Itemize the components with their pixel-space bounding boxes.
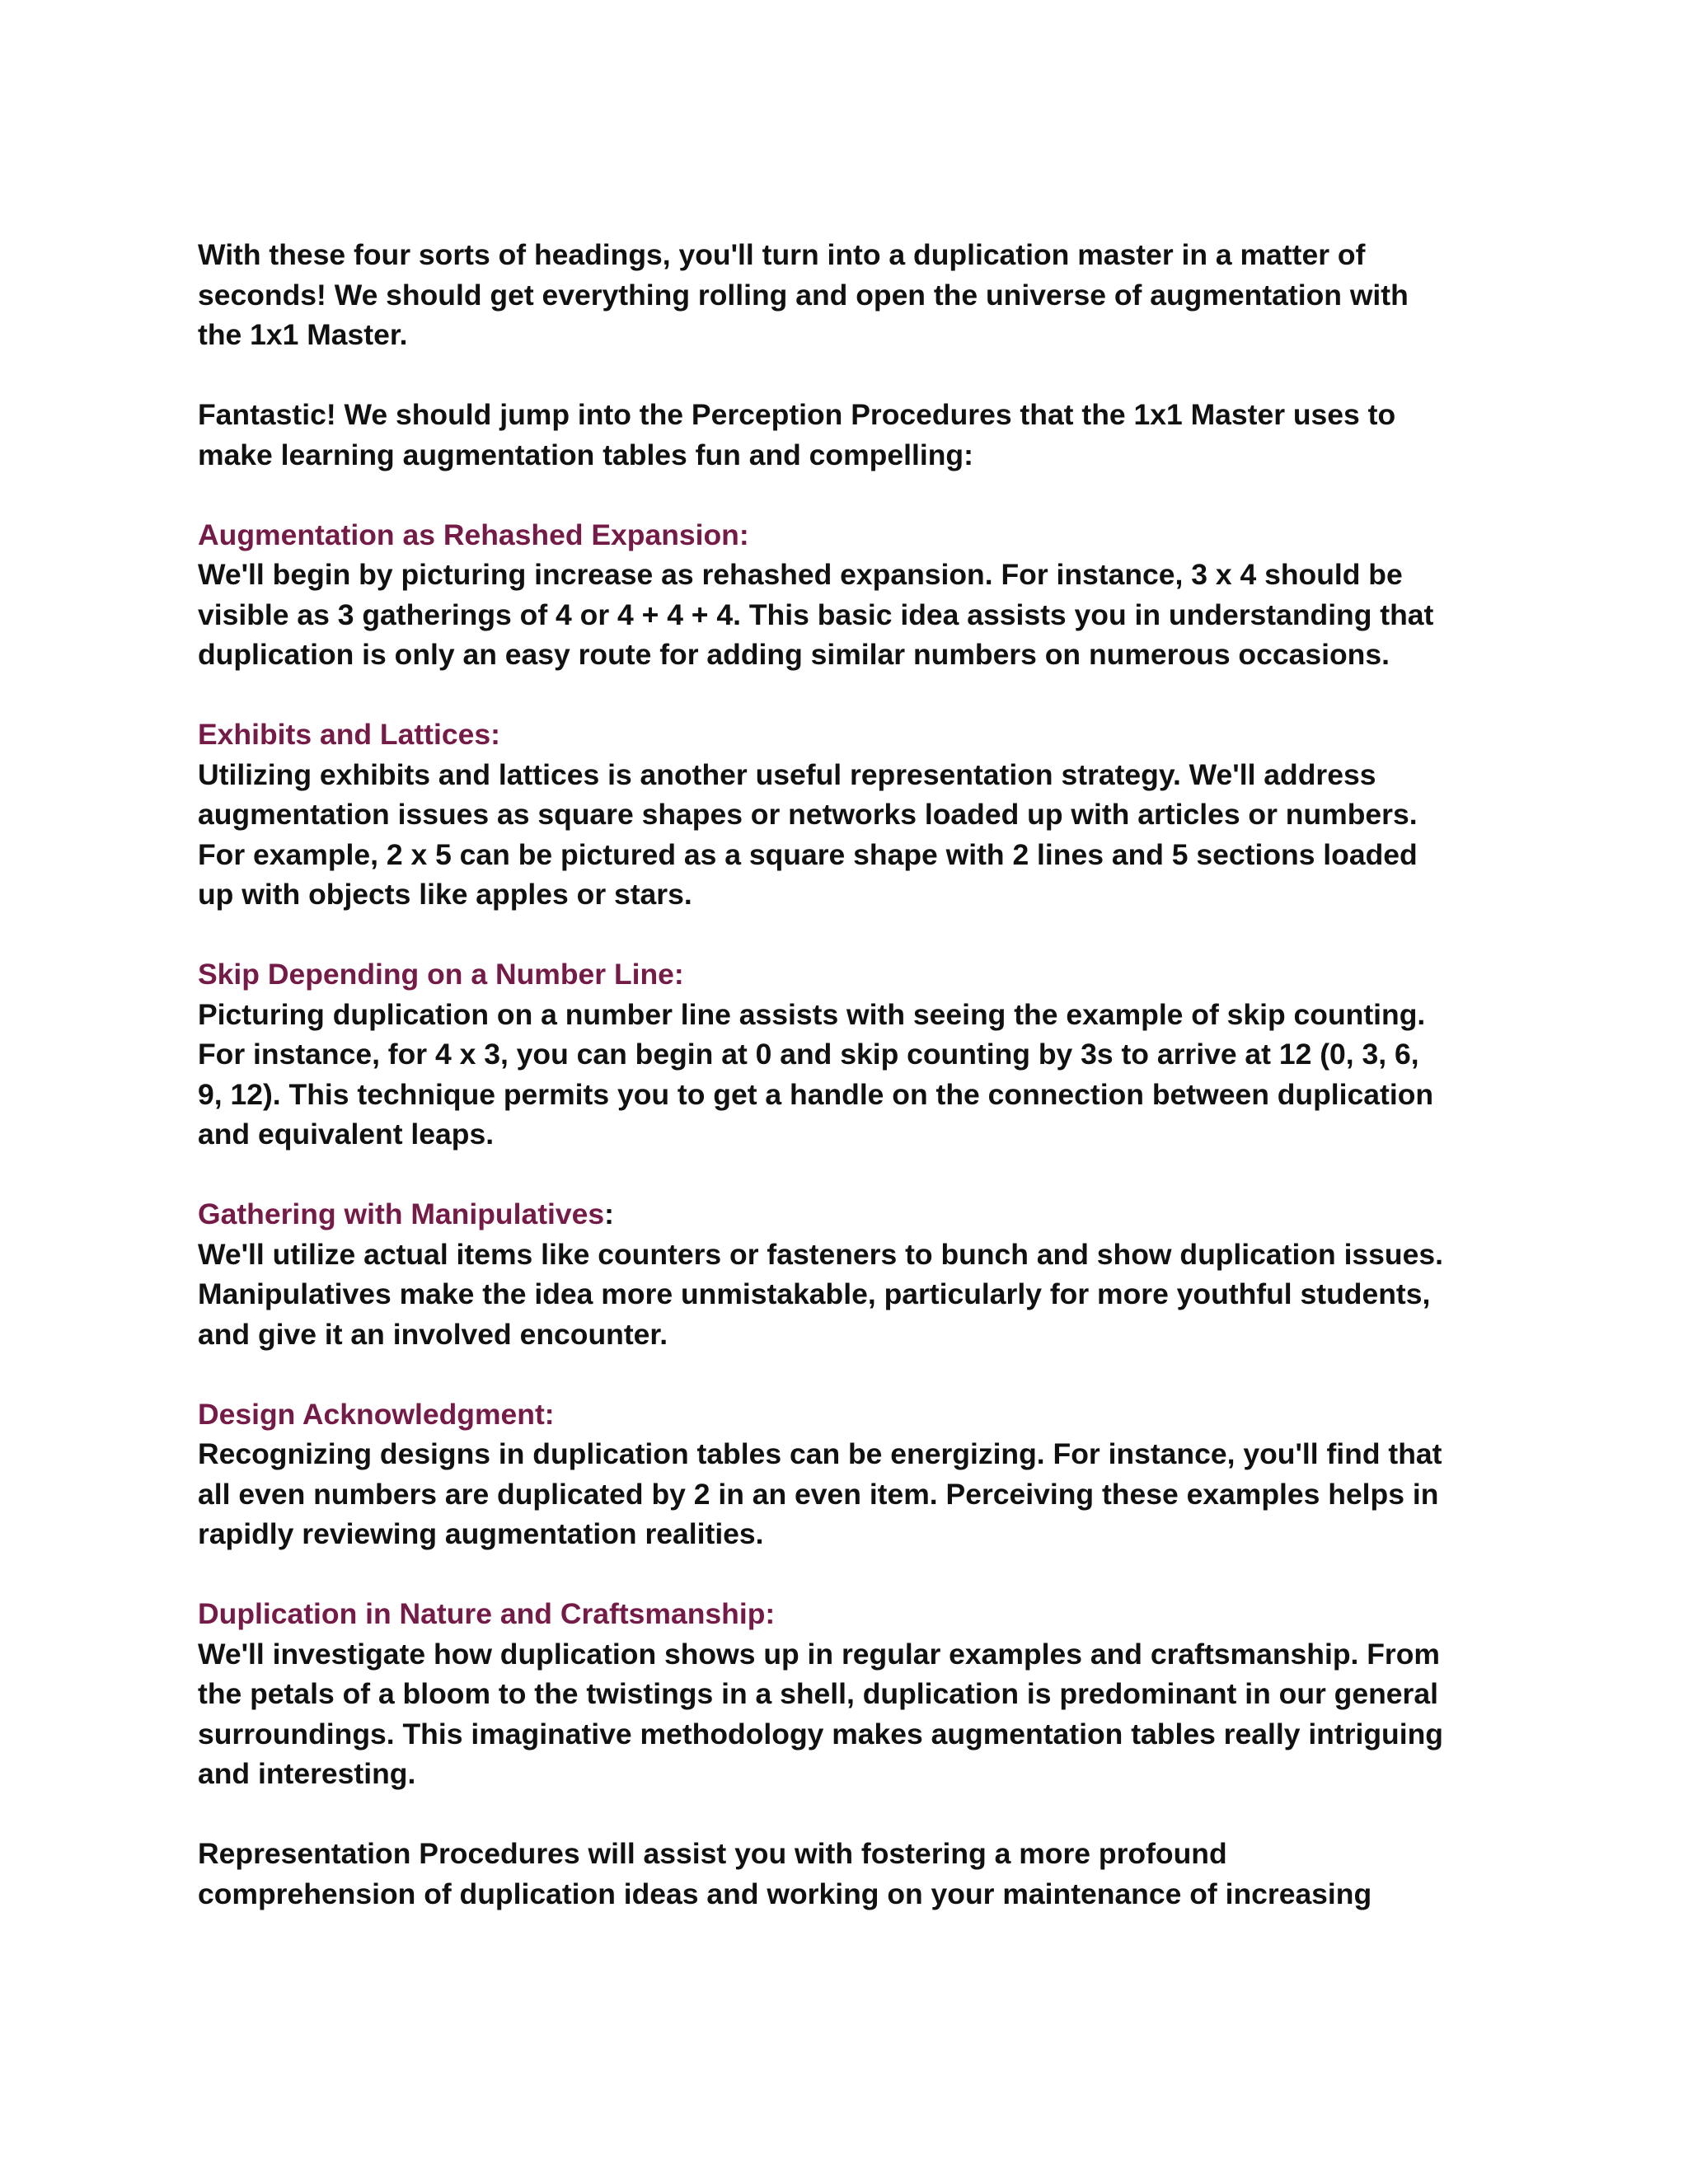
- section-heading-text: Gathering with Manipulatives: [198, 1197, 605, 1230]
- text-line: We'll utilize actual items like counters or fasteners to bunch and show duplication issues.: [198, 1237, 1443, 1271]
- lead-paragraph: [198, 395, 1517, 475]
- text-line: For example, 2 x 5 can be pictured as a square shape with 2 lines and 5 sections loaded: [198, 837, 1418, 871]
- section-heading-text: Skip Depending on a Number Line:: [198, 958, 684, 991]
- text-line: the petals of a bloom to the twistings in a shell, duplication is predominant in our general: [198, 1677, 1438, 1710]
- section-design-acknowledgment: [198, 1394, 1517, 1554]
- text-line: all even numbers are duplicated by 2 in an even item. Perceiving these examples helps in: [198, 1477, 1439, 1511]
- text-line: surroundings. This imaginative methodology makes augmentation tables really intriguing: [198, 1717, 1443, 1750]
- text-line: With these four sorts of headings, you'll turn into a duplication master in a matter of: [198, 238, 1366, 271]
- text-line: We'll begin by picturing increase as rehashed expansion. For instance, 3 x 4 should be: [198, 558, 1403, 591]
- section-heading-suffix: :: [604, 1197, 614, 1230]
- text-line: and equivalent leaps.: [198, 1118, 495, 1151]
- section-heading-text: Design Acknowledgment:: [198, 1397, 555, 1431]
- text-line: and interesting.: [198, 1757, 416, 1790]
- text-line: Representation Procedures will assist you with fostering a more profound: [198, 1837, 1227, 1870]
- section-heading: [198, 1394, 1517, 1435]
- section-heading-text: Exhibits and Lattices:: [198, 718, 500, 751]
- intro-paragraph: [198, 235, 1517, 355]
- text-line: Manipulatives make the idea more unmistakable, particularly for more youthful students,: [198, 1277, 1431, 1310]
- section-heading: [198, 1594, 1517, 1634]
- section-heading-text: Augmentation as Rehashed Expansion:: [198, 518, 749, 551]
- text-line: Utilizing exhibits and lattices is another useful representation strategy. We'll address: [198, 757, 1376, 791]
- section-nature-craftsmanship: [198, 1594, 1517, 1794]
- text-line: make learning augmentation tables fun and compelling:: [198, 438, 973, 471]
- section-heading: [198, 715, 1517, 755]
- text-line: 9, 12). This technique permits you to get a handle on the connection between duplication: [198, 1077, 1434, 1111]
- text-line: duplication is only an easy route for adding similar numbers on numerous occasions.: [198, 638, 1390, 671]
- text-line: seconds! We should get everything rolling and open the universe of augmentation with: [198, 278, 1409, 312]
- section-manipulatives: [198, 1194, 1517, 1354]
- section-heading-text: Duplication in Nature and Craftsmanship:: [198, 1597, 776, 1630]
- text-line: For instance, for 4 x 3, you can begin at 0 and skip counting by 3s to arrive at 12 (0, 3, 6,: [198, 1038, 1419, 1071]
- text-line: up with objects like apples or stars.: [198, 878, 692, 911]
- text-line: the 1x1 Master.: [198, 318, 408, 351]
- text-line: Fantastic! We should jump into the Perception Procedures that the 1x1 Master uses to: [198, 398, 1396, 431]
- section-heading: [198, 954, 1517, 995]
- text-line: augmentation issues as square shapes or networks loaded up with articles or numbers.: [198, 798, 1418, 831]
- section-heading: [198, 515, 1517, 555]
- text-line: Recognizing designs in duplication tables can be energizing. For instance, you'll find that: [198, 1437, 1442, 1470]
- text-line: and give it an involved encounter.: [198, 1317, 668, 1351]
- section-exhibits-lattices: [198, 715, 1517, 915]
- section-heading: [198, 1194, 1517, 1235]
- text-line: visible as 3 gatherings of 4 or 4 + 4 + 4. This basic idea assists you in understanding that: [198, 598, 1434, 631]
- text-line: comprehension of duplication ideas and working on your maintenance of increasing: [198, 1877, 1372, 1910]
- section-rehashed-expansion: [198, 515, 1517, 675]
- closing-paragraph: [198, 1834, 1517, 1914]
- text-line: rapidly reviewing augmentation realities.: [198, 1517, 764, 1550]
- text-line: We'll investigate how duplication shows up in regular examples and craftsmanship. From: [198, 1637, 1440, 1671]
- text-line: Picturing duplication on a number line assists with seeing the example of skip counting.: [198, 997, 1426, 1031]
- document-page: [198, 235, 1517, 1914]
- section-number-line: [198, 954, 1517, 1155]
